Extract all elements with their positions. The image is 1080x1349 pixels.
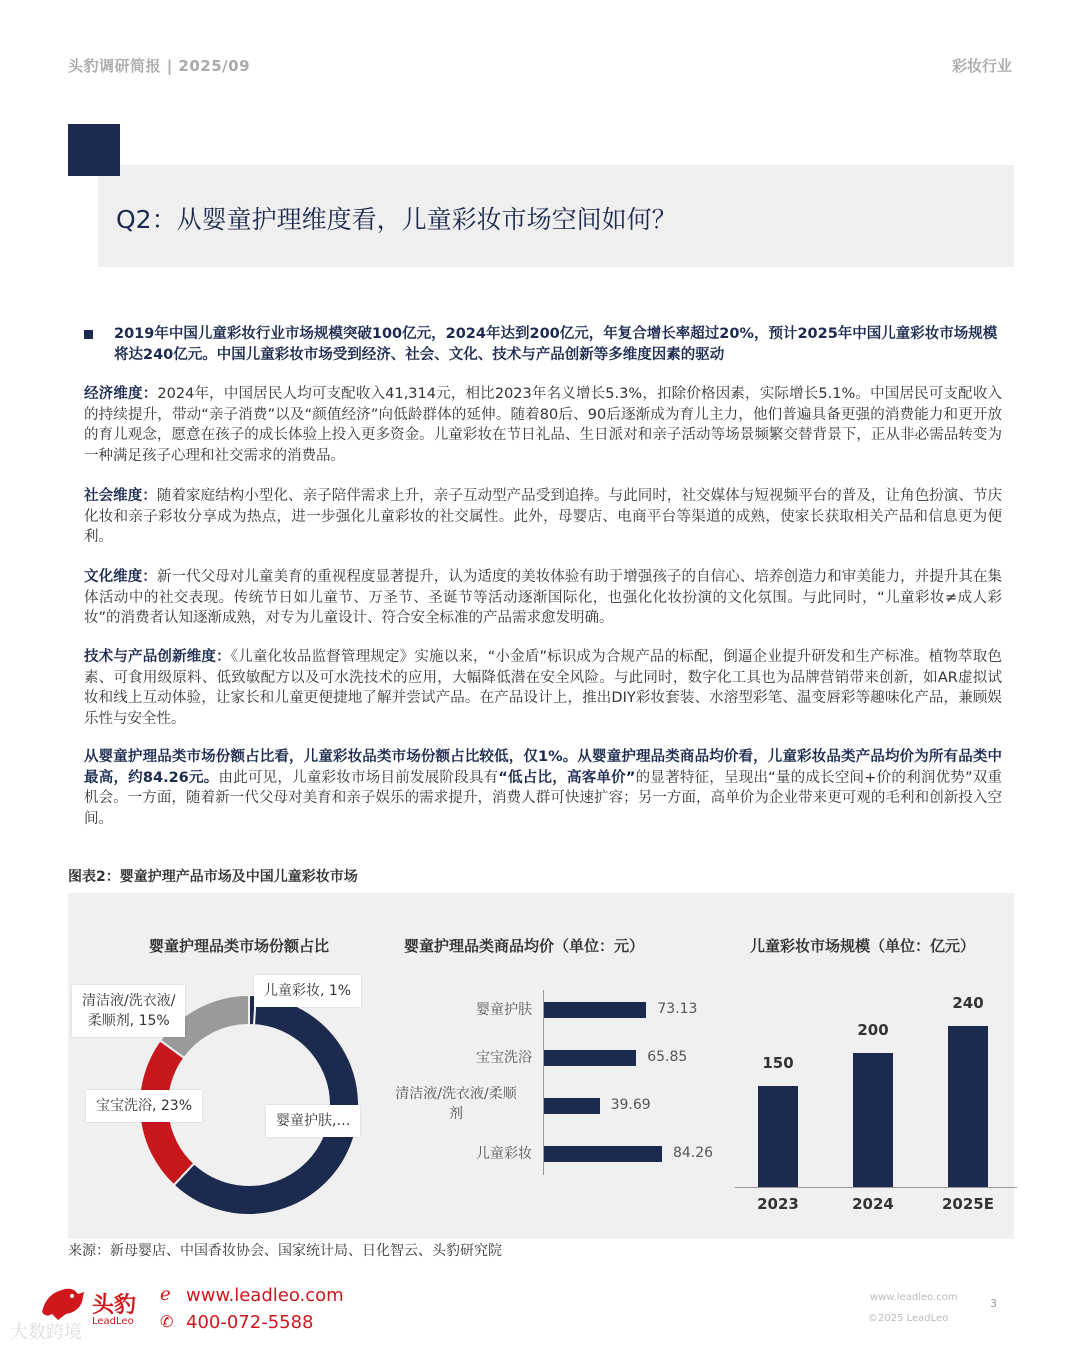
paragraph-text: 随着家庭结构小型化、亲子陪伴需求上升，亲子互动型产品受到追捧。与此同时，社交媒体与短视频平台的普及，让角色扮演、节庆化妆和亲子彩妆分享成为热点，进一步强化儿童彩妆的社交属性。此外，母婴店、电商平台等渠道的成熟，使家长获取相关产品和信息更为便利。: [84, 488, 1003, 545]
vbar-category-label: 2024: [852, 1195, 894, 1213]
donut-callout-detergent: 清洁液/洗衣液/ 柔顺剂, 15%: [72, 985, 185, 1037]
hbar-category-label: 宝宝洗浴: [476, 1050, 532, 1066]
conclusion-text: 由此可见，儿童彩妆市场目前发展阶段具有: [218, 769, 499, 786]
donut-callout-skincare: 婴童护肤,…: [266, 1105, 360, 1137]
hbar-bar: [544, 1050, 636, 1066]
summary-bullet: 2019年中国儿童彩妆行业市场规模突破100亿元，2024年达到200亿元，年复合增长率超过20%，预计2025年中国儿童彩妆市场规模将达240亿元。中国儿童彩妆市场受到经济、社会、文化、技术与产品创新等多维度因素的驱动: [114, 326, 998, 363]
hbar-bar: [544, 1146, 662, 1162]
hbar-chart-title: 婴童护理品类商品均价（单位：元）: [404, 937, 645, 955]
vbar-value-label: 150: [762, 1054, 794, 1073]
paragraph-culture: [84, 567, 1002, 629]
hbar-value-label: 73.13: [657, 1001, 698, 1017]
vbar-category-label: 2023: [757, 1195, 799, 1213]
conclusion-text-end: 的显著特征，呈现出“量的成长空间+价的利润优势”双重机会。一方面，随着新一代父母对美育和亲子娱乐的需求提升，消费人群可快速扩容；另一方面，高单价为企业带来更可观的毛利和创新投入空间。: [84, 769, 1002, 827]
web-icon: ℯ: [160, 1284, 171, 1305]
donut-chart-title: 婴童护理品类市场份额占比: [149, 937, 330, 955]
paragraph-label: 经济维度：: [84, 386, 158, 402]
donut-callout-bath: 宝宝洗浴, 23%: [86, 1090, 202, 1122]
paragraph-economy: [84, 384, 1002, 466]
hbar-value-label: 39.69: [610, 1097, 651, 1113]
donut-callout-kids-makeup: 儿童彩妆, 1%: [254, 975, 361, 1007]
watermark: 大数跨境: [10, 1322, 82, 1343]
hbar-bar: [544, 1098, 600, 1114]
conclusion-highlight: “低占比，高客单价”: [498, 769, 636, 786]
bullet-square-icon: [84, 330, 93, 339]
vbar-chart-title: 儿童彩妆市场规模（单位：亿元）: [750, 937, 976, 955]
paragraph-technology: [84, 647, 1002, 729]
question-title: Q2：从婴童护理维度看，儿童彩妆市场空间如何？: [116, 205, 677, 234]
footer-phone: 400-072-5588: [186, 1312, 314, 1333]
hbar-bar: [544, 1002, 646, 1018]
vbar-category-label: 2025E: [942, 1195, 994, 1213]
paragraph-label: 文化维度：: [84, 569, 157, 585]
report-header-left: 头豹调研简报 | 2025/09: [68, 57, 251, 75]
hbar-category-label: 婴童护肤: [476, 1002, 532, 1018]
footer-brand: 头豹: [92, 1293, 137, 1318]
footer-copyright: ©2025 LeadLeo: [868, 1313, 949, 1324]
question-accent-square: [68, 124, 120, 176]
vbar-value-label: 200: [857, 1020, 889, 1039]
footer-small-web: www.leadleo.com: [870, 1292, 958, 1303]
paragraph-society: [84, 486, 1002, 548]
footer-website-link[interactable]: www.leadleo.com: [186, 1285, 344, 1306]
paragraph-label: 社会维度：: [84, 488, 157, 504]
vbar-axis-line: [735, 1187, 1017, 1188]
paragraph-conclusion: [84, 747, 1002, 829]
vbar-bar: [758, 1086, 798, 1187]
paragraph-text: 《儿童化妆品监督管理规定》实施以来，“小金盾”标识成为合规产品的标配，倒逼企业提升研发和生产标准。植物萃取色素、可食用级原料、低致敏配方以及可水洗技术的应用，大幅降低潜在安全风险。与此同时，数字化工具也为品牌营销带来创新，如AR虚拟试妆和线上互动体验，让家长和儿童更便捷地了解并尝试产品。在产品设计上，推出DIY彩妆套装、水溶型彩笔、温变唇彩等趣味化产品，兼顾娱乐性与安全性。: [84, 649, 1002, 727]
page-number: 3: [990, 1297, 997, 1310]
figure-source: 来源：新母婴店、中国香妆协会、国家统计局、日化智云、头豹研究院: [68, 1243, 502, 1259]
phone-icon: ✆: [160, 1312, 174, 1331]
footer-brand-en: LeadLeo: [92, 1316, 134, 1327]
hbar-category-label: 清洁液/洗衣液/柔顺 剂: [395, 1086, 517, 1122]
vbar-bar: [948, 1026, 988, 1187]
paragraph-label: 技术与产品创新维度：: [84, 649, 231, 665]
paragraph-text: 新一代父母对儿童美育的重视程度显著提升，认为适度的美妆体验有助于增强孩子的自信心、培养创造力和审美能力，并提升其在集体活动中的社交表现。传统节日如儿童节、万圣节、圣诞节等活动逐渐国际化，也强化化妆扮演的文化氛围。与此同时，“儿童彩妆≠成人彩妆”的消费者认知逐渐成熟，对专为儿童设计、符合安全标准的产品需求愈发明确。: [84, 569, 1003, 626]
hbar-category-label: 儿童彩妆: [476, 1146, 532, 1162]
hbar-value-label: 65.85: [647, 1049, 688, 1065]
report-header-right: 彩妆行业: [951, 57, 1012, 75]
conclusion-bold: 从婴童护理品类市场份额占比看，儿童彩妆品类市场份额占比较低，仅1%。从婴童护理品类商品均价看，儿童彩妆品类产品均价为所有品类中最高，约84.26元。: [84, 749, 1002, 786]
vbar-bar: [853, 1053, 893, 1187]
vbar-value-label: 240: [952, 993, 984, 1012]
hbar-value-label: 84.26: [672, 1145, 714, 1161]
paragraph-text: 2024年，中国居民人均可支配收入41,314元，相比2023年名义增长5.3%，扣除价格因素，实际增长5.1%。中国居民可支配收入的持续提升，带动“亲子消费”以及“颜值经济”向低龄群体的延伸。随着80后、90后逐渐成为育儿主力，他们普遍具备更强的消费能力和更开放的育儿观念，愿意在孩子的成长体验上投入更多资金。儿童彩妆在节日礼品、生日派对和亲子活动等场景频繁交替背景下，正从非必需品转变为一种满足孩子心理和社交需求的消费品。: [84, 386, 1003, 464]
figure-title: 图表2：婴童护理产品市场及中国儿童彩妆市场: [68, 869, 358, 885]
